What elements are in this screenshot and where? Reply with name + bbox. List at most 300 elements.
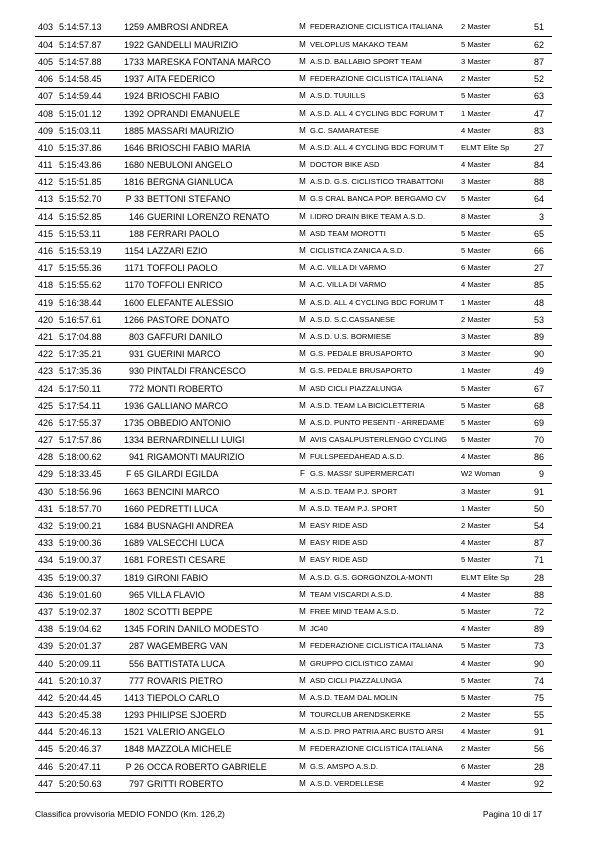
finish-time-cell: 5:15:53.19 [59,242,117,259]
athlete-name-cell: BERGNA GIANLUCA [147,174,295,191]
position-cell: 414 [35,208,59,225]
position-cell: 447 [35,775,59,792]
category-cell: 2 Master [461,741,521,758]
category-cell: 2 Master [461,71,521,88]
bib-number-cell: 797 [117,775,147,792]
table-row [35,603,552,620]
table-row [35,191,552,208]
table-row [35,53,552,70]
sex-cell: M [295,346,310,363]
team-name-cell: A.S.D. PRO PATRIA ARC BUSTO ARSI [310,724,461,741]
category-cell: 2 Master [461,19,521,36]
position-cell: 443 [35,707,59,724]
position-cell: 410 [35,139,59,156]
sex-cell: M [295,36,310,53]
category-rank-cell: 89 [521,621,552,638]
team-name-cell: A.S.D. TEAM P.J. SPORT [310,483,461,500]
team-name-cell: FEDERAZIONE CICLISTICA ITALIANA [310,638,461,655]
category-rank-cell: 63 [521,88,552,105]
athlete-name-cell: TOFFOLI ENRICO [147,277,295,294]
category-rank-cell: 84 [521,157,552,174]
position-cell: 436 [35,586,59,603]
bib-number-cell: 1171 [117,260,147,277]
category-rank-cell: 65 [521,225,552,242]
athlete-name-cell: OBBEDIO ANTONIO [147,414,295,431]
finish-time-cell: 5:19:00.21 [59,517,117,534]
sex-cell: M [295,707,310,724]
finish-time-cell: 5:19:00.37 [59,552,117,569]
athlete-name-cell: BUSNAGHI ANDREA [147,517,295,534]
category-cell: 4 Master [461,122,521,139]
category-rank-cell: 28 [521,758,552,775]
category-cell: ELMT Elite Sp [461,569,521,586]
table-row [35,157,552,174]
category-rank-cell: 68 [521,397,552,414]
team-name-cell: G.S. MASSI' SUPERMERCATI [310,466,461,483]
position-cell: 420 [35,311,59,328]
category-rank-cell: 70 [521,432,552,449]
position-cell: 435 [35,569,59,586]
position-cell: 432 [35,517,59,534]
category-cell: 6 Master [461,260,521,277]
finish-time-cell: 5:17:54.11 [59,397,117,414]
bib-number-cell: 777 [117,672,147,689]
athlete-name-cell: GAFFURI DANILO [147,328,295,345]
sex-cell: M [295,500,310,517]
team-name-cell: ASD CICLI PIAZZALUNGA [310,672,461,689]
bib-number-cell: P 26 [117,758,147,775]
category-cell: 2 Master [461,707,521,724]
category-rank-cell: 72 [521,603,552,620]
finish-time-cell: 5:18:33.45 [59,466,117,483]
athlete-name-cell: AMBROSI ANDREA [147,19,295,36]
athlete-name-cell: GRITTI ROBERTO [147,775,295,792]
finish-time-cell: 5:14:57.13 [59,19,117,36]
category-rank-cell: 83 [521,122,552,139]
sex-cell: M [295,277,310,294]
athlete-name-cell: BRIOSCHI FABIO MARIA [147,139,295,156]
table-row [35,655,552,672]
bib-number-cell: 941 [117,449,147,466]
position-cell: 429 [35,466,59,483]
team-name-cell: A.S.D. U.S. BORMIESE [310,328,461,345]
sex-cell: M [295,260,310,277]
finish-time-cell: 5:20:46.13 [59,724,117,741]
athlete-name-cell: SCOTTI BEPPE [147,603,295,620]
athlete-name-cell: TIEPOLO CARLO [147,689,295,706]
table-row [35,569,552,586]
team-name-cell: A.C. VILLA DI VARMO [310,277,461,294]
finish-time-cell: 5:19:00.37 [59,569,117,586]
category-cell: 3 Master [461,328,521,345]
finish-time-cell: 5:16:57.61 [59,311,117,328]
finish-time-cell: 5:15:03.11 [59,122,117,139]
finish-time-cell: 5:16:38.44 [59,294,117,311]
category-rank-cell: 90 [521,346,552,363]
bib-number-cell: 1259 [117,19,147,36]
position-cell: 408 [35,105,59,122]
sex-cell: M [295,122,310,139]
sex-cell: M [295,208,310,225]
team-name-cell: ASD TEAM MOROTTI [310,225,461,242]
bib-number-cell: 1922 [117,36,147,53]
finish-time-cell: 5:17:55.37 [59,414,117,431]
team-name-cell: G.S. PEDALE BRUSAPORTO [310,363,461,380]
sex-cell: M [295,741,310,758]
category-rank-cell: 56 [521,741,552,758]
sex-cell: M [295,432,310,449]
category-rank-cell: 55 [521,707,552,724]
team-name-cell: A.S.D. TEAM P.J. SPORT [310,500,461,517]
position-cell: 405 [35,53,59,70]
sex-cell: M [295,157,310,174]
position-cell: 417 [35,260,59,277]
team-name-cell: ASD CICLI PIAZZALUNGA [310,380,461,397]
table-row [35,741,552,758]
sex-cell: M [295,380,310,397]
finish-time-cell: 5:15:52.70 [59,191,117,208]
athlete-name-cell: GUERINI LORENZO RENATO [147,208,295,225]
team-name-cell: GRUPPO CICLISTICO ZAMAI [310,655,461,672]
position-cell: 424 [35,380,59,397]
position-cell: 433 [35,535,59,552]
category-cell: 5 Master [461,88,521,105]
position-cell: 437 [35,603,59,620]
position-cell: 411 [35,157,59,174]
table-row [35,363,552,380]
bib-number-cell: 1816 [117,174,147,191]
team-name-cell: A.S.D. TEAM DAL MOLIN [310,689,461,706]
sex-cell: M [295,191,310,208]
table-row [35,311,552,328]
finish-time-cell: 5:17:50.11 [59,380,117,397]
category-cell: 5 Master [461,689,521,706]
finish-time-cell: 5:15:53.11 [59,225,117,242]
table-row [35,638,552,655]
team-name-cell: A.S.D. VERDELLESE [310,775,461,792]
position-cell: 438 [35,621,59,638]
page-footer [35,807,552,821]
sex-cell: M [295,174,310,191]
position-cell: 439 [35,638,59,655]
finish-time-cell: 5:14:57.87 [59,36,117,53]
team-name-cell: A.S.D. PUNTO PESENTI - ARREDAME [310,414,461,431]
sex-cell: M [295,139,310,156]
category-rank-cell: 91 [521,483,552,500]
category-rank-cell: 85 [521,277,552,294]
category-cell: 3 Master [461,53,521,70]
team-name-cell: TEAM VISCARDI A.S.D. [310,586,461,603]
finish-time-cell: 5:19:04.62 [59,621,117,638]
athlete-name-cell: FORESTI CESARE [147,552,295,569]
category-cell: 5 Master [461,672,521,689]
team-name-cell: FEDERAZIONE CICLISTICA ITALIANA [310,741,461,758]
table-row [35,328,552,345]
category-rank-cell: 64 [521,191,552,208]
table-row [35,36,552,53]
category-cell: 1 Master [461,294,521,311]
position-cell: 440 [35,655,59,672]
bib-number-cell: 1334 [117,432,147,449]
table-row [35,586,552,603]
category-cell: 8 Master [461,208,521,225]
sex-cell: M [295,569,310,586]
team-name-cell: A.S.D. TUUILLS [310,88,461,105]
position-cell: 427 [35,432,59,449]
team-name-cell: A.S.D. G.S. GORGONZOLA-MONTI [310,569,461,586]
finish-time-cell: 5:15:55.36 [59,260,117,277]
finish-time-cell: 5:18:56.96 [59,483,117,500]
category-cell: 5 Master [461,397,521,414]
bib-number-cell: 1680 [117,157,147,174]
athlete-name-cell: LAZZARI EZIO [147,242,295,259]
bib-number-cell: 1937 [117,71,147,88]
athlete-name-cell: BATTISTATA LUCA [147,655,295,672]
category-rank-cell: 49 [521,363,552,380]
athlete-name-cell: AITA FEDERICO [147,71,295,88]
table-row [35,380,552,397]
table-row [35,71,552,88]
category-cell: ELMT Elite Sp [461,139,521,156]
category-rank-cell: 3 [521,208,552,225]
finish-time-cell: 5:18:00.62 [59,449,117,466]
category-cell: 3 Master [461,483,521,500]
position-cell: 404 [35,36,59,53]
category-cell: 5 Master [461,603,521,620]
finish-time-cell: 5:14:59.44 [59,88,117,105]
table-row [35,208,552,225]
position-cell: 422 [35,346,59,363]
sex-cell: M [295,758,310,775]
position-cell: 428 [35,449,59,466]
position-cell: 445 [35,741,59,758]
category-rank-cell: 74 [521,672,552,689]
athlete-name-cell: MARESKA FONTANA MARCO [147,53,295,70]
table-row [35,672,552,689]
team-name-cell: AVIS CASALPUSTERLENGO CYCLING [310,432,461,449]
category-cell: 4 Master [461,449,521,466]
bib-number-cell: 1170 [117,277,147,294]
athlete-name-cell: MASSARI MAURIZIO [147,122,295,139]
category-rank-cell: 52 [521,71,552,88]
category-cell: 5 Master [461,36,521,53]
finish-time-cell: 5:15:43.86 [59,157,117,174]
team-name-cell: A.S.D. ALL 4 CYCLING BDC FORUM T [310,105,461,122]
bib-number-cell: 1689 [117,535,147,552]
bib-number-cell: 1848 [117,741,147,758]
team-name-cell: G.S. AMSPO A.S.D. [310,758,461,775]
category-rank-cell: 50 [521,500,552,517]
finish-time-cell: 5:20:50.63 [59,775,117,792]
team-name-cell: G.S CRAL BANCA POP. BERGAMO CV [310,191,461,208]
position-cell: 441 [35,672,59,689]
athlete-name-cell: BENCINI MARCO [147,483,295,500]
category-rank-cell: 73 [521,638,552,655]
finish-time-cell: 5:15:55.62 [59,277,117,294]
table-row [35,225,552,242]
bib-number-cell: 146 [117,208,147,225]
category-cell: 4 Master [461,655,521,672]
table-row [35,758,552,775]
team-name-cell: A.S.D. ALL 4 CYCLING BDC FORUM T [310,294,461,311]
athlete-name-cell: FORIN DANILO MODESTO [147,621,295,638]
position-cell: 442 [35,689,59,706]
team-name-cell: A.S.D. ALL 4 CYCLING BDC FORUM T [310,139,461,156]
team-name-cell: A.S.D. BALLABIO SPORT TEAM [310,53,461,70]
team-name-cell: I.IDRO DRAIN BIKE TEAM A.S.D. [310,208,461,225]
team-name-cell: FEDERAZIONE CICLISTICA ITALIANA [310,19,461,36]
table-row [35,775,552,792]
bib-number-cell: 931 [117,346,147,363]
bib-number-cell: 803 [117,328,147,345]
table-row [35,535,552,552]
table-row [35,88,552,105]
team-name-cell: FREE MIND TEAM A.S.D. [310,603,461,620]
team-name-cell: EASY RIDE ASD [310,517,461,534]
finish-time-cell: 5:20:44.45 [59,689,117,706]
finish-time-cell: 5:14:57.88 [59,53,117,70]
category-rank-cell: 75 [521,689,552,706]
table-row [35,19,552,36]
table-row [35,552,552,569]
position-cell: 430 [35,483,59,500]
athlete-name-cell: BETTONI STEFANO [147,191,295,208]
category-rank-cell: 67 [521,380,552,397]
finish-time-cell: 5:20:46.37 [59,741,117,758]
sex-cell: M [295,672,310,689]
sex-cell: M [295,724,310,741]
table-row [35,105,552,122]
sex-cell: M [295,19,310,36]
table-row [35,466,552,483]
team-name-cell: VELOPLUS MAKAKO TEAM [310,36,461,53]
position-cell: 444 [35,724,59,741]
sex-cell: M [295,449,310,466]
category-cell: 5 Master [461,242,521,259]
team-name-cell: A.S.D. G.S. CICLISTICO TRABATTONI [310,174,461,191]
category-cell: 2 Master [461,517,521,534]
bib-number-cell: 1154 [117,242,147,259]
category-cell: 5 Master [461,552,521,569]
athlete-name-cell: ROVARIS PIETRO [147,672,295,689]
category-rank-cell: 87 [521,53,552,70]
table-row [35,621,552,638]
athlete-name-cell: BERNARDINELLI LUIGI [147,432,295,449]
sex-cell: M [295,88,310,105]
footer-race-title: Classifica provvisoria MEDIO FONDO (Km. 126,2) [35,809,225,819]
sex-cell: M [295,655,310,672]
finish-time-cell: 5:20:47.11 [59,758,117,775]
athlete-name-cell: OPRANDI EMANUELE [147,105,295,122]
athlete-name-cell: PEDRETTI LUCA [147,500,295,517]
table-row [35,483,552,500]
position-cell: 412 [35,174,59,191]
table-row [35,414,552,431]
table-row [35,432,552,449]
team-name-cell: A.S.D. S.C.CASSANESE [310,311,461,328]
athlete-name-cell: GIRONI FABIO [147,569,295,586]
athlete-name-cell: GILARDI EGILDA [147,466,295,483]
category-cell: 5 Master [461,225,521,242]
finish-time-cell: 5:20:01.37 [59,638,117,655]
category-rank-cell: 69 [521,414,552,431]
athlete-name-cell: PINTALDI FRANCESCO [147,363,295,380]
sex-cell: F [295,466,310,483]
table-row [35,122,552,139]
table-row [35,242,552,259]
position-cell: 415 [35,225,59,242]
bib-number-cell: 556 [117,655,147,672]
category-cell: 5 Master [461,638,521,655]
bib-number-cell: 1600 [117,294,147,311]
category-cell: 4 Master [461,586,521,603]
position-cell: 425 [35,397,59,414]
bib-number-cell: 1819 [117,569,147,586]
athlete-name-cell: PASTORE DONATO [147,311,295,328]
bib-number-cell: 1802 [117,603,147,620]
bib-number-cell: F 65 [117,466,147,483]
team-name-cell: TOURCLUB ARENDSKERKE [310,707,461,724]
category-cell: 4 Master [461,535,521,552]
athlete-name-cell: BRIOSCHI FABIO [147,88,295,105]
category-rank-cell: 88 [521,586,552,603]
finish-time-cell: 5:18:57.70 [59,500,117,517]
category-rank-cell: 89 [521,328,552,345]
table-row [35,724,552,741]
bib-number-cell: 1345 [117,621,147,638]
results-table [35,19,552,793]
finish-time-cell: 5:17:35.21 [59,346,117,363]
finish-time-cell: 5:19:01.60 [59,586,117,603]
athlete-name-cell: RIGAMONTI MAURIZIO [147,449,295,466]
category-cell: 3 Master [461,346,521,363]
category-cell: 1 Master [461,363,521,380]
bib-number-cell: 1266 [117,311,147,328]
category-cell: 3 Master [461,174,521,191]
table-row [35,174,552,191]
sex-cell: M [295,105,310,122]
athlete-name-cell: GALLIANO MARCO [147,397,295,414]
category-rank-cell: 27 [521,139,552,156]
sex-cell: M [295,311,310,328]
table-row [35,397,552,414]
sex-cell: M [295,53,310,70]
bib-number-cell: 287 [117,638,147,655]
position-cell: 426 [35,414,59,431]
position-cell: 431 [35,500,59,517]
finish-time-cell: 5:20:09.11 [59,655,117,672]
team-name-cell: G.C. SAMARATESE [310,122,461,139]
bib-number-cell: 1735 [117,414,147,431]
position-cell: 421 [35,328,59,345]
bib-number-cell: 1684 [117,517,147,534]
team-name-cell: JC40 [310,621,461,638]
table-row [35,517,552,534]
sex-cell: M [295,689,310,706]
category-cell: 5 Master [461,191,521,208]
category-cell: 1 Master [461,105,521,122]
sex-cell: M [295,397,310,414]
category-rank-cell: 53 [521,311,552,328]
bib-number-cell: 1936 [117,397,147,414]
position-cell: 419 [35,294,59,311]
category-rank-cell: 48 [521,294,552,311]
category-cell: 5 Master [461,380,521,397]
category-cell: 1 Master [461,500,521,517]
sex-cell: M [295,242,310,259]
table-row [35,500,552,517]
table-row [35,707,552,724]
